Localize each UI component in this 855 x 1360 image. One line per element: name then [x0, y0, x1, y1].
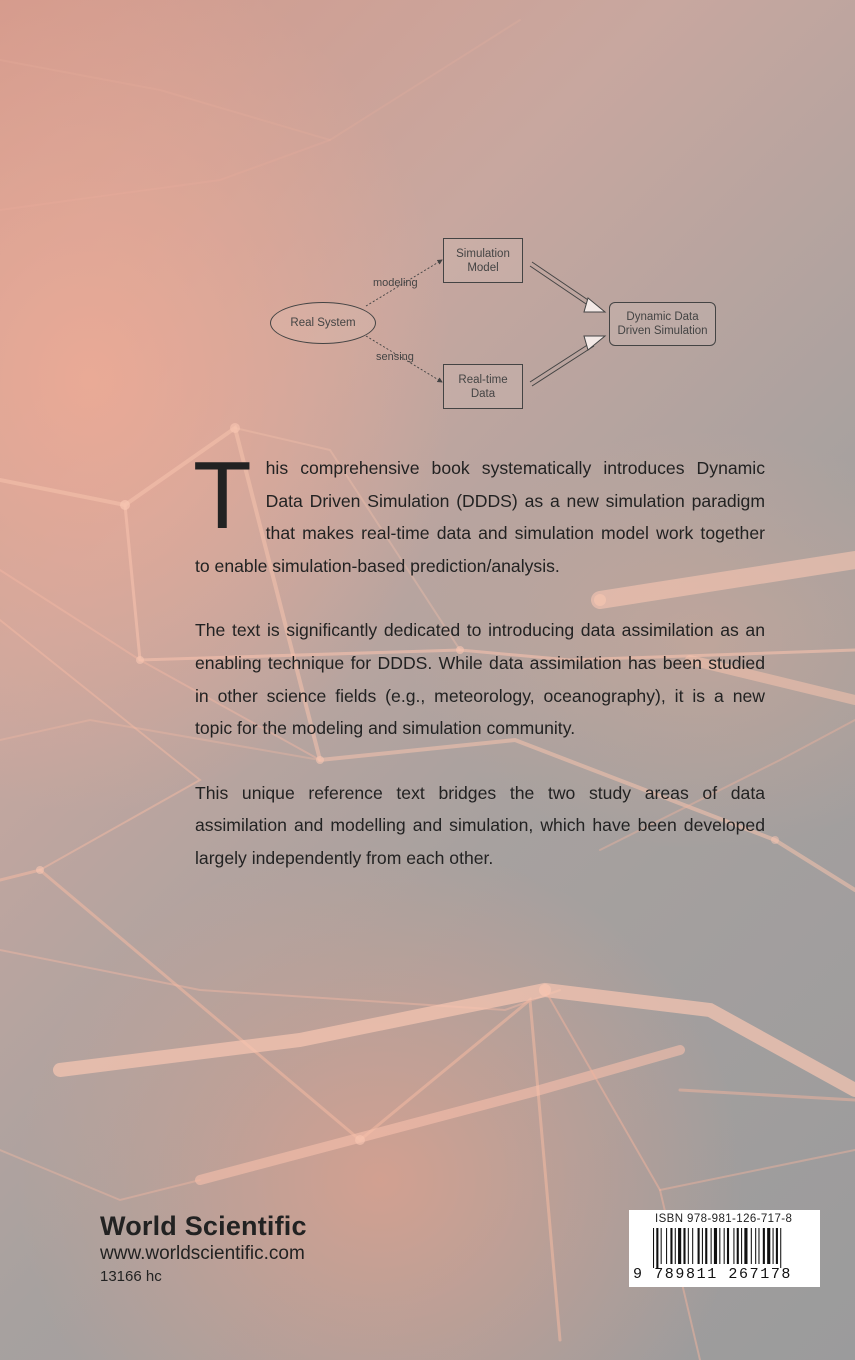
barcode-bar: [653, 1228, 654, 1268]
barcode-bar: [702, 1228, 703, 1264]
barcode-bar: [780, 1228, 781, 1268]
back-cover-blurb: [193, 442, 765, 907]
publisher-url: www.worldscientific.com: [100, 1243, 305, 1264]
barcode-bar: [733, 1228, 734, 1264]
real-system-label: Real System: [290, 317, 356, 329]
simulation-model-label-line1: Simulation: [456, 247, 510, 260]
barcode-bar: [727, 1228, 729, 1264]
blurb-paragraph-3: This unique reference text bridges the two study areas of data assimilation and modelling and simulation, which have been developed largely independently from each other.: [195, 782, 765, 868]
publisher-block: [100, 1210, 307, 1288]
barcode-digits: 9 789811 267178: [633, 1266, 793, 1283]
publisher-name: World Scientific: [100, 1211, 307, 1241]
barcode-bar: [755, 1228, 756, 1264]
barcode-bar: [773, 1228, 774, 1264]
sensing-edge-label: sensing: [376, 351, 414, 363]
modeling-edge-label: modeling: [373, 277, 418, 289]
barcode-bar: [751, 1228, 752, 1264]
barcode-bar: [719, 1228, 720, 1264]
barcode-bar: [763, 1228, 765, 1264]
ddds-label-line1: Dynamic Data: [626, 311, 699, 323]
barcode-bar: [666, 1228, 667, 1264]
barcode-bar: [744, 1228, 747, 1264]
barcode-bar: [776, 1228, 778, 1264]
drop-cap: T: [193, 442, 252, 549]
blurb-paragraph-1: [193, 442, 765, 582]
ddds-node: [609, 302, 716, 346]
barcode-bar: [692, 1228, 693, 1264]
barcode-bar: [661, 1228, 662, 1264]
barcode-bar: [758, 1228, 759, 1264]
barcode-bar: [711, 1228, 712, 1264]
barcode-bar: [675, 1228, 676, 1264]
simulation-model-label-line2: Model: [467, 261, 499, 274]
data-to-ddds-arrow: [530, 336, 605, 386]
barcode-bar: [737, 1228, 739, 1264]
barcode-bar: [656, 1228, 658, 1268]
barcode-bar: [670, 1228, 672, 1264]
barcode-bar: [698, 1228, 700, 1264]
blurb-paragraph-2: The text is significantly dedicated to introducing data assimilation as an enabling technique for DDDS. While data assimilation has been studied in other science fields (e.g., meteorology, oceanography), it is a new topic for the modeling and simulation community.: [195, 620, 765, 739]
isbn-label: ISBN 978-981-126-717-8: [655, 1213, 793, 1225]
barcode-bars: [653, 1228, 813, 1268]
model-to-ddds-arrow: [530, 262, 605, 312]
realtime-data-node: [443, 364, 523, 409]
barcode-bar: [678, 1228, 681, 1264]
realtime-data-label-line1: Real-time: [458, 373, 508, 386]
barcode-bar: [741, 1228, 742, 1264]
simulation-model-node: [443, 238, 523, 283]
ddds-diagram: [262, 232, 732, 417]
barcode-bar: [683, 1228, 685, 1264]
ddds-label-line2: Driven Simulation: [617, 325, 708, 337]
barcode-bar: [767, 1228, 770, 1264]
realtime-data-label-line2: Data: [470, 387, 496, 400]
barcode-bar: [705, 1228, 707, 1264]
product-code: 13166 hc: [100, 1268, 162, 1285]
barcode-bar: [714, 1228, 717, 1264]
barcode-bar: [688, 1228, 689, 1264]
isbn-barcode: [629, 1210, 820, 1287]
barcode-bar: [724, 1228, 725, 1264]
blurb-paragraph-1-text: his comprehensive book systematically introduces Dynamic Data Driven Simulation (DDDS) as a new simulation paradigm that makes real-time data and simulation model work together to enable simulation-based prediction/analysis.: [195, 458, 765, 576]
real-system-node: [270, 302, 376, 344]
